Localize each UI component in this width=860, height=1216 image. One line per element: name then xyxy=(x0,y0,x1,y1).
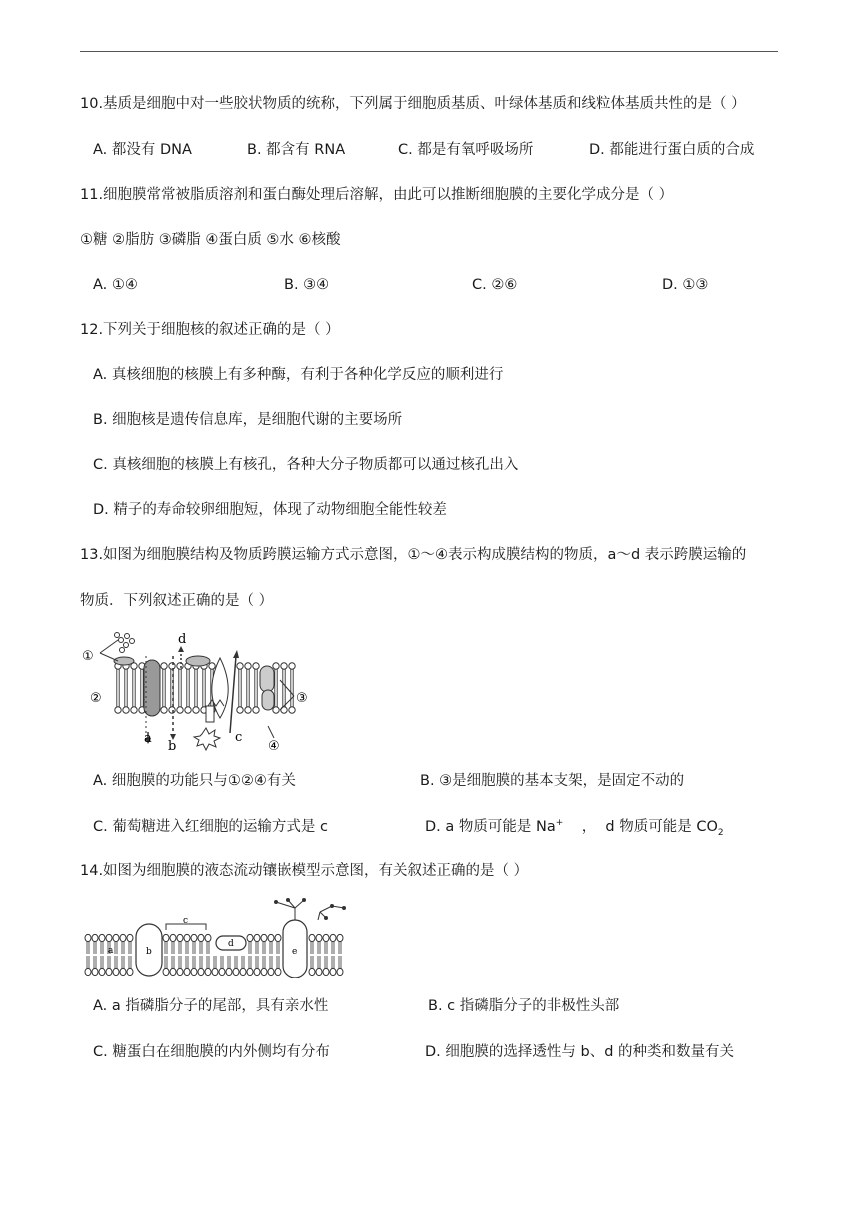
figure-label-b: b xyxy=(168,739,177,752)
q11-option-d: D. ①③ xyxy=(662,277,709,293)
q14-option-a: A. a 指磷脂分子的尾部，具有亲水性 xyxy=(93,998,329,1014)
q14-figure-label-b: b xyxy=(146,947,152,957)
q12-option-c: C. 真核细胞的核膜上有核孔，各种大分子物质都可以通过核孔出入 xyxy=(93,457,519,473)
q10-stem: 10.基质是细胞中对一些胶状物质的统称，下列属于细胞质基质、叶绿体基质和线粒体基质共性的是（ ） xyxy=(80,96,746,112)
q14-figure-label-e: e xyxy=(292,947,298,957)
q10-option-b: B. 都含有 RNA xyxy=(247,142,346,158)
q14-figure-label-d: d xyxy=(228,939,234,949)
q14-option-c: C. 糖蛋白在细胞膜的内外侧均有分布 xyxy=(93,1044,330,1060)
header-rule xyxy=(80,51,778,52)
q11-stem: 11.细胞膜常常被脂质溶剂和蛋白酶处理后溶解，由此可以推断细胞膜的主要化学成分是（ ） xyxy=(80,187,674,203)
q11-choices: ①糖 ②脂肪 ③磷脂 ④蛋白质 ⑤水 ⑥核酸 xyxy=(80,232,341,248)
q14-option-b: B. c 指磷脂分子的非极性头部 xyxy=(428,998,620,1014)
q12-option-a: A. 真核细胞的核膜上有多种酶，有利于各种化学反应的顺利进行 xyxy=(93,367,504,383)
q11-option-b: B. ③④ xyxy=(284,277,330,293)
figure-label-2: ② xyxy=(90,691,102,706)
figure-label-3: ③ xyxy=(296,691,308,706)
figure-label-a: a xyxy=(144,731,152,746)
q14-stem: 14.如图为细胞膜的液态流动镶嵌模型示意图，有关叙述正确的是（ ） xyxy=(80,863,529,879)
figure-label-4: ④ xyxy=(268,739,280,752)
figure-label-d: d xyxy=(178,632,187,647)
q13-stem-line1: 13.如图为细胞膜结构及物质跨膜运输方式示意图，①～④表示构成膜结构的物质，a～d 表示跨膜运输的 xyxy=(80,547,747,563)
q13-option-d: D. a 物质可能是 Na+ ， d 物质可能是 $CO_2$ xyxy=(425,818,724,838)
q14-option-d: D. 细胞膜的选择透性与 b、d 的种类和数量有关 xyxy=(425,1044,735,1060)
q12-stem: 12.下列关于细胞核的叙述正确的是（ ） xyxy=(80,322,340,338)
q13-stem-line2: 物质．下列叙述正确的是（ ） xyxy=(80,593,274,609)
q13-option-b: B. ③是细胞膜的基本支架，是固定不动的 xyxy=(420,773,685,789)
q13-option-a: A. 细胞膜的功能只与①②④有关 xyxy=(93,773,296,789)
q11-option-c: C. ②⑥ xyxy=(472,277,518,293)
figure-label-1: ① xyxy=(82,649,94,664)
q14-figure-label-a: a xyxy=(108,946,114,956)
q11-option-a: A. ①④ xyxy=(93,277,138,293)
q14-figure-label-c: c xyxy=(183,916,189,926)
q10-option-a: A. 都没有 DNA xyxy=(93,142,192,158)
q12-option-d: D. 精子的寿命较卵细胞短，体现了动物细胞全能性较差 xyxy=(93,502,447,518)
q12-option-b: B. 细胞核是遗传信息库，是细胞代谢的主要场所 xyxy=(93,412,403,428)
q13-option-c: C. 葡萄糖进入红细胞的运输方式是 c xyxy=(93,819,328,835)
fluid-mosaic-figure xyxy=(80,898,360,978)
q10-option-d: D. 都能进行蛋白质的合成 xyxy=(589,142,755,158)
figure-label-c: c xyxy=(235,730,243,745)
membrane-transport-figure xyxy=(80,628,320,752)
q10-option-c: C. 都是有氧呼吸场所 xyxy=(398,142,534,158)
